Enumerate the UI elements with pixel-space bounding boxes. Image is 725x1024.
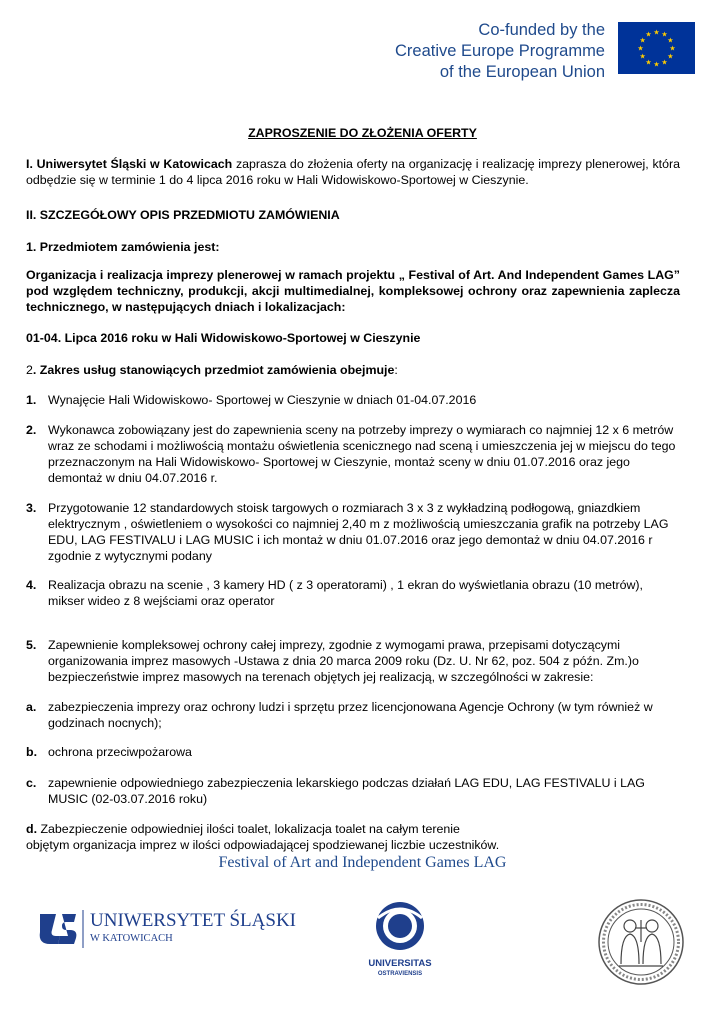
point-1-heading: 1. Przedmiotem zamówienia jest: (26, 240, 220, 254)
uo-emblem-icon (376, 902, 424, 950)
section-heading: II. SZCZEGÓŁOWY OPIS PRZEDMIOTU ZAMÓWIENIA (26, 208, 340, 222)
footer-festival-title: Festival of Art and Independent Games LAG (218, 854, 507, 871)
point-2-heading (26, 362, 680, 378)
intro-lead: I. Uniwersytet Śląski w Katowicach (26, 157, 233, 171)
item-number: c. (26, 776, 37, 790)
item-text: ochrona przeciwpożarowa (48, 745, 192, 759)
item-text: Realizacja obrazu na scenie , 3 kamery HD ( z 3 operatorami) , 1 ekran do wyświetlania obrazu (10 metrów), mikser wideo z 8 wejściami oraz operator (48, 578, 644, 608)
eu-star-icon: ★ (667, 37, 674, 45)
item-number: 5. (26, 638, 37, 652)
item-number: 1. (26, 393, 37, 407)
item-text: Zapewnienie kompleksowej ochrony całej imprezy, zgodnie z wymogami prawa, przepisami dotyczącymi organizowania imprez masowych -Ustawa z dnia 20 marca 2009 roku (Dz. U. Nr 62, poz. 504 z późn. Zm.)o bezpieczeństwie imprez masowych na terenach objętych jej realizacją, w szczególności w zakresie: (48, 638, 639, 684)
eu-star-icon: ★ (639, 53, 646, 61)
point-2-number: 2 (26, 363, 33, 377)
point-2-text: . Zakres usług stanowiących przedmiot zamówienia obejmuje (32, 363, 395, 377)
us-emblem-icon (40, 914, 77, 944)
eu-star-icon: ★ (669, 45, 676, 53)
eu-star-icon: ★ (661, 31, 668, 39)
eu-star-icon: ★ (645, 59, 652, 67)
item-d-line-1: Zabezpieczenie odpowiedniej ilości toalet, lokalizacja toalet na całym terenie (37, 822, 460, 836)
item-d (26, 821, 686, 853)
point-2-colon: : (394, 363, 398, 377)
item-number: 4. (26, 578, 37, 592)
intro-paragraph (26, 156, 680, 188)
item-number: 2. (26, 423, 37, 437)
item-text: Wykonawca zobowiązany jest do zapewnienia sceny na potrzeby imprezy o wymiarach co najmniej 12 x 6 metrów wraz ze schodami i możliwością montażu oświetlenia scenicznego nad sceną i umieszczenia jej w miejscu do tego przeznaczonym na Hali Widowiskowo- Sportowej w Cieszynie, montaż sceny w dniu 01.07.2016 oraz jego demontaż w dniu 04.07.2016 r. (48, 423, 676, 485)
us-logo-line-2: W KATOWICACH (90, 933, 173, 944)
university-seal-icon (597, 898, 685, 986)
item-number: 3. (26, 501, 37, 515)
uo-logo-line-1: UNIVERSITAS (368, 958, 432, 969)
eu-star-icon: ★ (645, 31, 652, 39)
item-text: Przygotowanie 12 standardowych stoisk targowych o rozmiarach 3 x 3 z wykładziną podłogową, gniazdkiem elektrycznym , oświetleniem o wysokości co najmniej 2,40 m z możliwością umieszczania grafik na potrzeby LAG EDU, LAG FESTIVALU i LAG MUSIC i ich montaż w dniu 01.07.2016 oraz jego demontaż w dniu 04.07.2016 r zgodnie z wytycznymi podany (48, 501, 669, 563)
uniwersytet-slaski-logo (36, 904, 296, 954)
intro-text: zaprasza do złożenia oferty na organizację i realizację imprezy plenerowej, która odbędzie się w terminie 1 do 4 lipca 2016 roku w Hali Widowiskowo-Sportowej w Cieszynie. (26, 157, 680, 187)
eu-star-icon: ★ (667, 53, 674, 61)
dates-line: 01-04. Lipca 2016 roku w Hali Widowiskowo-Sportowej w Cieszynie (26, 331, 421, 345)
uo-logo-line-2: OSTRAVIENSIS (377, 971, 423, 977)
eu-line-1: Co-funded by the (478, 21, 605, 39)
eu-cofunding-text (305, 20, 605, 83)
eu-line-3: of the European Union (439, 63, 605, 81)
eu-star-icon: ★ (637, 45, 644, 53)
eu-star-icon: ★ (639, 37, 646, 45)
item-d-line-2: objętym organizacja imprez w ilości odpowiadającej spodziewanej liczbie uczestników. (26, 838, 500, 852)
eu-star-icon: ★ (653, 29, 660, 37)
us-logo-line-1: UNIWERSYTET ŚLĄSKI (90, 910, 296, 931)
eu-star-icon: ★ (661, 59, 668, 67)
item-text: zapewnienie odpowiedniego zabezpieczenia lekarskiego podczas działań LAG EDU, LAG FESTIVALU i LAG MUSIC (02-03.07.2016 roku) (48, 776, 645, 806)
item-number: a. (26, 700, 37, 714)
eu-star-icon: ★ (653, 61, 660, 69)
eu-flag-icon (618, 22, 695, 74)
universitas-ostraviensis-logo (360, 898, 440, 988)
item-text: Wynajęcie Hali Widowiskowo- Sportowej w Cieszynie w dniach 01-04.07.2016 (48, 393, 477, 407)
subject-paragraph: Organizacja i realizacja imprezy plenerowej w ramach projektu „ Festival of Art. And Independent Games LAG” pod względem techniczny, produkcji, akcji multimedialnej, kompleksowej ochrony oraz zapewnienia zaplecza technicznego, w następujących dniach i lokalizacjach: (26, 268, 680, 314)
eu-line-2: Creative Europe Programme (394, 42, 605, 60)
item-text: zabezpieczenia imprezy oraz ochrony ludzi i sprzętu przez licencjonowana Agencje Ochrony (w tym również w godzinach nocnych); (48, 700, 653, 730)
page-title: ZAPROSZENIE DO ZŁOŻENIA OFERTY (248, 126, 477, 140)
item-d-number: d. (26, 822, 38, 836)
item-number: b. (26, 745, 38, 759)
